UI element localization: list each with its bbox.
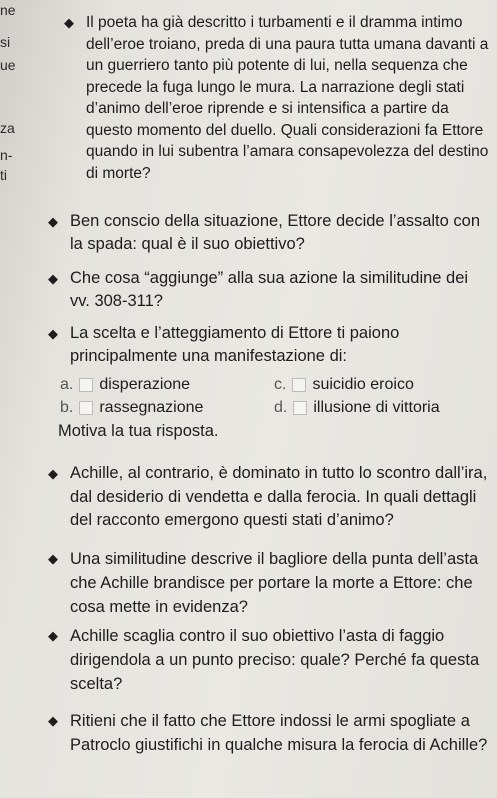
question-item-7 (48, 624, 491, 696)
question-text: Achille, al contrario, è dominato in tutto lo scontro dall’ira, dal desiderio di vendetta e dalla ferocia. In quali dettagli del racconto emergono questi stati d’animo? (70, 464, 488, 529)
option-label: suicidio eroico (312, 376, 414, 393)
option-label: disperazione (99, 376, 191, 393)
diamond-bullet-icon: ◆ (48, 326, 58, 341)
question-item-6 (48, 547, 491, 619)
motiva-text: Motiva la tua risposta. (58, 422, 219, 440)
diamond-bullet-icon: ◆ (48, 271, 58, 286)
margin-fragment: ue (0, 57, 16, 73)
margin-fragment: si (0, 34, 11, 50)
question-item-3 (48, 267, 491, 313)
diamond-bullet-icon: ◆ (48, 214, 58, 229)
checkbox-icon[interactable] (79, 401, 93, 415)
question-text: Ritieni che il fatto che Ettore indossi le armi spogliate a Patroclo giustifichi in qualche misura la ferocia di Achille? (70, 712, 488, 754)
diamond-bullet-icon: ◆ (48, 628, 58, 643)
margin-fragment: ne (0, 2, 16, 18)
question-text: Achille scaglia contro il suo obiettivo l’asta di faggio dirigendola a un punto preciso: quale? Perché fa questa scelta? (70, 627, 480, 693)
question-text: Una similitudine descrive il bagliore della punta dell’asta che Achille brandisce per portare la morte a Ettore: che cosa mette in evidenza? (70, 550, 479, 616)
diamond-bullet-icon: ◆ (48, 713, 58, 728)
option-letter: c. (274, 376, 287, 393)
question-item-8 (48, 709, 491, 757)
checkbox-icon[interactable] (292, 378, 306, 392)
option-c[interactable] (274, 374, 414, 396)
question-item-4 (48, 322, 491, 368)
diamond-bullet-icon: ◆ (48, 551, 58, 566)
question-text: Che cosa “aggiunge” alla sua azione la similitudine dei vv. 308-311? (70, 269, 469, 310)
option-label: rassegnazione (99, 399, 204, 416)
question-text: Il poeta ha già descritto i turbamenti e il dramma intimo dell’eroe troiano, preda di una paura tutta umana davanti a un guerriero tanto più potente di lui, nella sequenza che precede la fuga lungo le mura. La narrazione degli stati d’animo dell’eroe riprende e si intensifica a partire da questo momento del duello. Quali considerazioni fa Ettore quando in lui subentra l’amara consapevolezza del destino di morte? (86, 14, 489, 182)
option-letter: a. (60, 376, 74, 393)
question-item-1 (64, 12, 491, 184)
question-item-2 (48, 210, 491, 256)
option-a[interactable] (60, 374, 190, 396)
margin-fragment: za (0, 120, 15, 136)
option-letter: d. (274, 399, 288, 416)
diamond-bullet-icon: ◆ (48, 466, 58, 481)
diamond-bullet-icon: ◆ (64, 15, 74, 30)
option-d[interactable] (274, 397, 440, 419)
option-b[interactable] (60, 397, 203, 419)
checkbox-icon[interactable] (79, 378, 93, 392)
margin-fragment: n- (0, 147, 13, 163)
option-letter: b. (60, 399, 74, 416)
question-item-5 (48, 462, 491, 533)
question-text: Ben conscio della situazione, Ettore decide l’assalto con la spada: qual è il suo obiettivo? (70, 212, 480, 253)
margin-fragment: ti (0, 167, 7, 183)
question-text: La scelta e l’atteggiamento di Ettore ti paiono principalmente una manifestazione di: (70, 324, 400, 365)
option-label: illusione di vittoria (313, 399, 440, 416)
checkbox-icon[interactable] (293, 401, 307, 415)
